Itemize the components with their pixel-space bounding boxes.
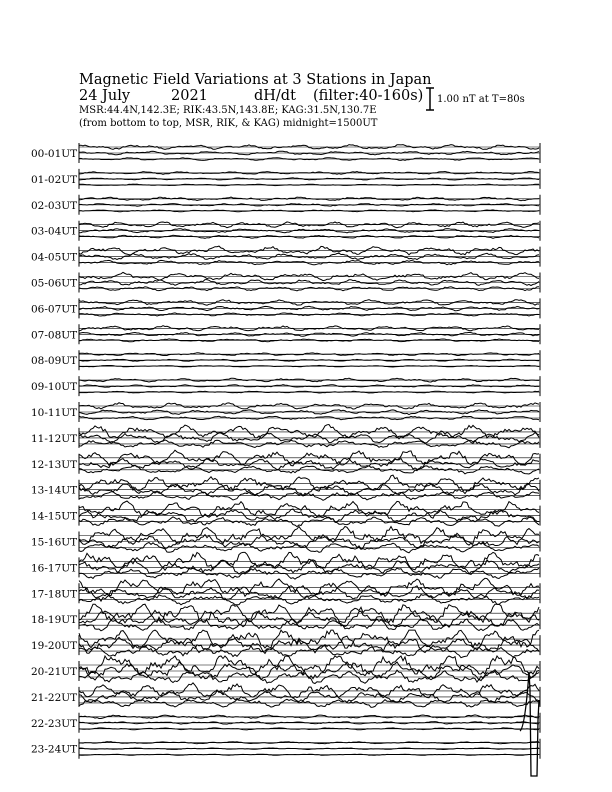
chart-title: Magnetic Field Variations at 3 Stations in Japan xyxy=(79,72,432,88)
hour-row xyxy=(31,324,540,344)
rik-trace xyxy=(79,359,539,361)
quantity-label: dH/dt xyxy=(254,88,296,104)
msr-trace xyxy=(79,210,539,212)
row-label: 20-21UT xyxy=(31,666,78,678)
row-label: 03-04UT xyxy=(31,225,78,238)
hour-row xyxy=(31,739,540,759)
hour-row xyxy=(31,630,540,658)
hour-row xyxy=(31,195,540,215)
row-label: 14-15UT xyxy=(31,510,78,523)
row-label: 06-07UT xyxy=(31,303,78,316)
row-label: 02-03UT xyxy=(31,199,78,212)
hour-row xyxy=(31,450,540,474)
row-label: 08-09UT xyxy=(31,355,78,368)
row-label: 04-05UT xyxy=(31,251,78,264)
scale-bar xyxy=(426,88,434,110)
kag-trace xyxy=(79,475,539,491)
rik-trace xyxy=(79,410,539,415)
msr-trace xyxy=(79,618,539,630)
row-label: 16-17UT xyxy=(31,562,78,575)
row-label: 18-19UT xyxy=(31,614,78,627)
date-year: 2021 xyxy=(171,88,208,104)
hour-row xyxy=(31,221,540,241)
filter-label: (filter:40-160s) xyxy=(313,88,424,104)
hour-row xyxy=(31,527,540,553)
hour-row xyxy=(31,246,540,267)
row-label: 11-12UT xyxy=(31,432,78,445)
row-label: 10-11UT xyxy=(31,407,78,419)
hour-row xyxy=(31,578,540,605)
row-label: 00-01UT xyxy=(31,148,78,160)
row-label: 13-14UT xyxy=(31,484,78,497)
row-label: 01-02UT xyxy=(31,173,78,186)
rik-trace xyxy=(79,722,539,725)
row-label: 21-22UT xyxy=(31,691,78,704)
row-label: 19-20UT xyxy=(31,640,78,653)
hour-row xyxy=(31,604,540,631)
msr-trace xyxy=(79,391,539,393)
row-label: 09-10UT xyxy=(31,381,78,394)
scale-bar-label: 1.00 nT at T=80s xyxy=(437,94,525,105)
hour-row xyxy=(31,376,540,396)
kag-trace xyxy=(79,742,539,744)
row-label: 22-23UT xyxy=(31,717,78,730)
msr-trace xyxy=(79,699,539,707)
hour-row xyxy=(31,425,540,448)
date-day: 24 July xyxy=(79,88,131,104)
row-label: 23-24UT xyxy=(31,743,78,756)
hour-row xyxy=(31,350,540,370)
row-label: 12-13UT xyxy=(31,458,78,471)
row-label: 17-18UT xyxy=(31,588,78,601)
station-coordinates: MSR:44.4N,142.3E; RIK:43.5N,143.8E; KAG:31.5N,130.7E xyxy=(79,105,377,116)
hour-row xyxy=(31,683,540,708)
hour-row xyxy=(31,143,540,163)
hour-row xyxy=(31,713,540,733)
hour-row xyxy=(31,475,540,500)
hour-row xyxy=(31,552,540,579)
hour-row xyxy=(31,656,540,684)
row-label: 07-08UT xyxy=(31,329,78,342)
station-order-note: (from bottom to top, MSR, RIK, & KAG) midnight=1500UT xyxy=(79,118,378,129)
hour-row xyxy=(31,272,540,292)
msr-trace xyxy=(79,235,539,238)
row-label: 15-16UT xyxy=(31,536,78,549)
hour-row xyxy=(31,298,540,318)
hour-row xyxy=(31,402,540,422)
hour-row xyxy=(31,169,540,189)
hour-row xyxy=(31,501,540,527)
row-label: 05-06UT xyxy=(31,277,78,290)
